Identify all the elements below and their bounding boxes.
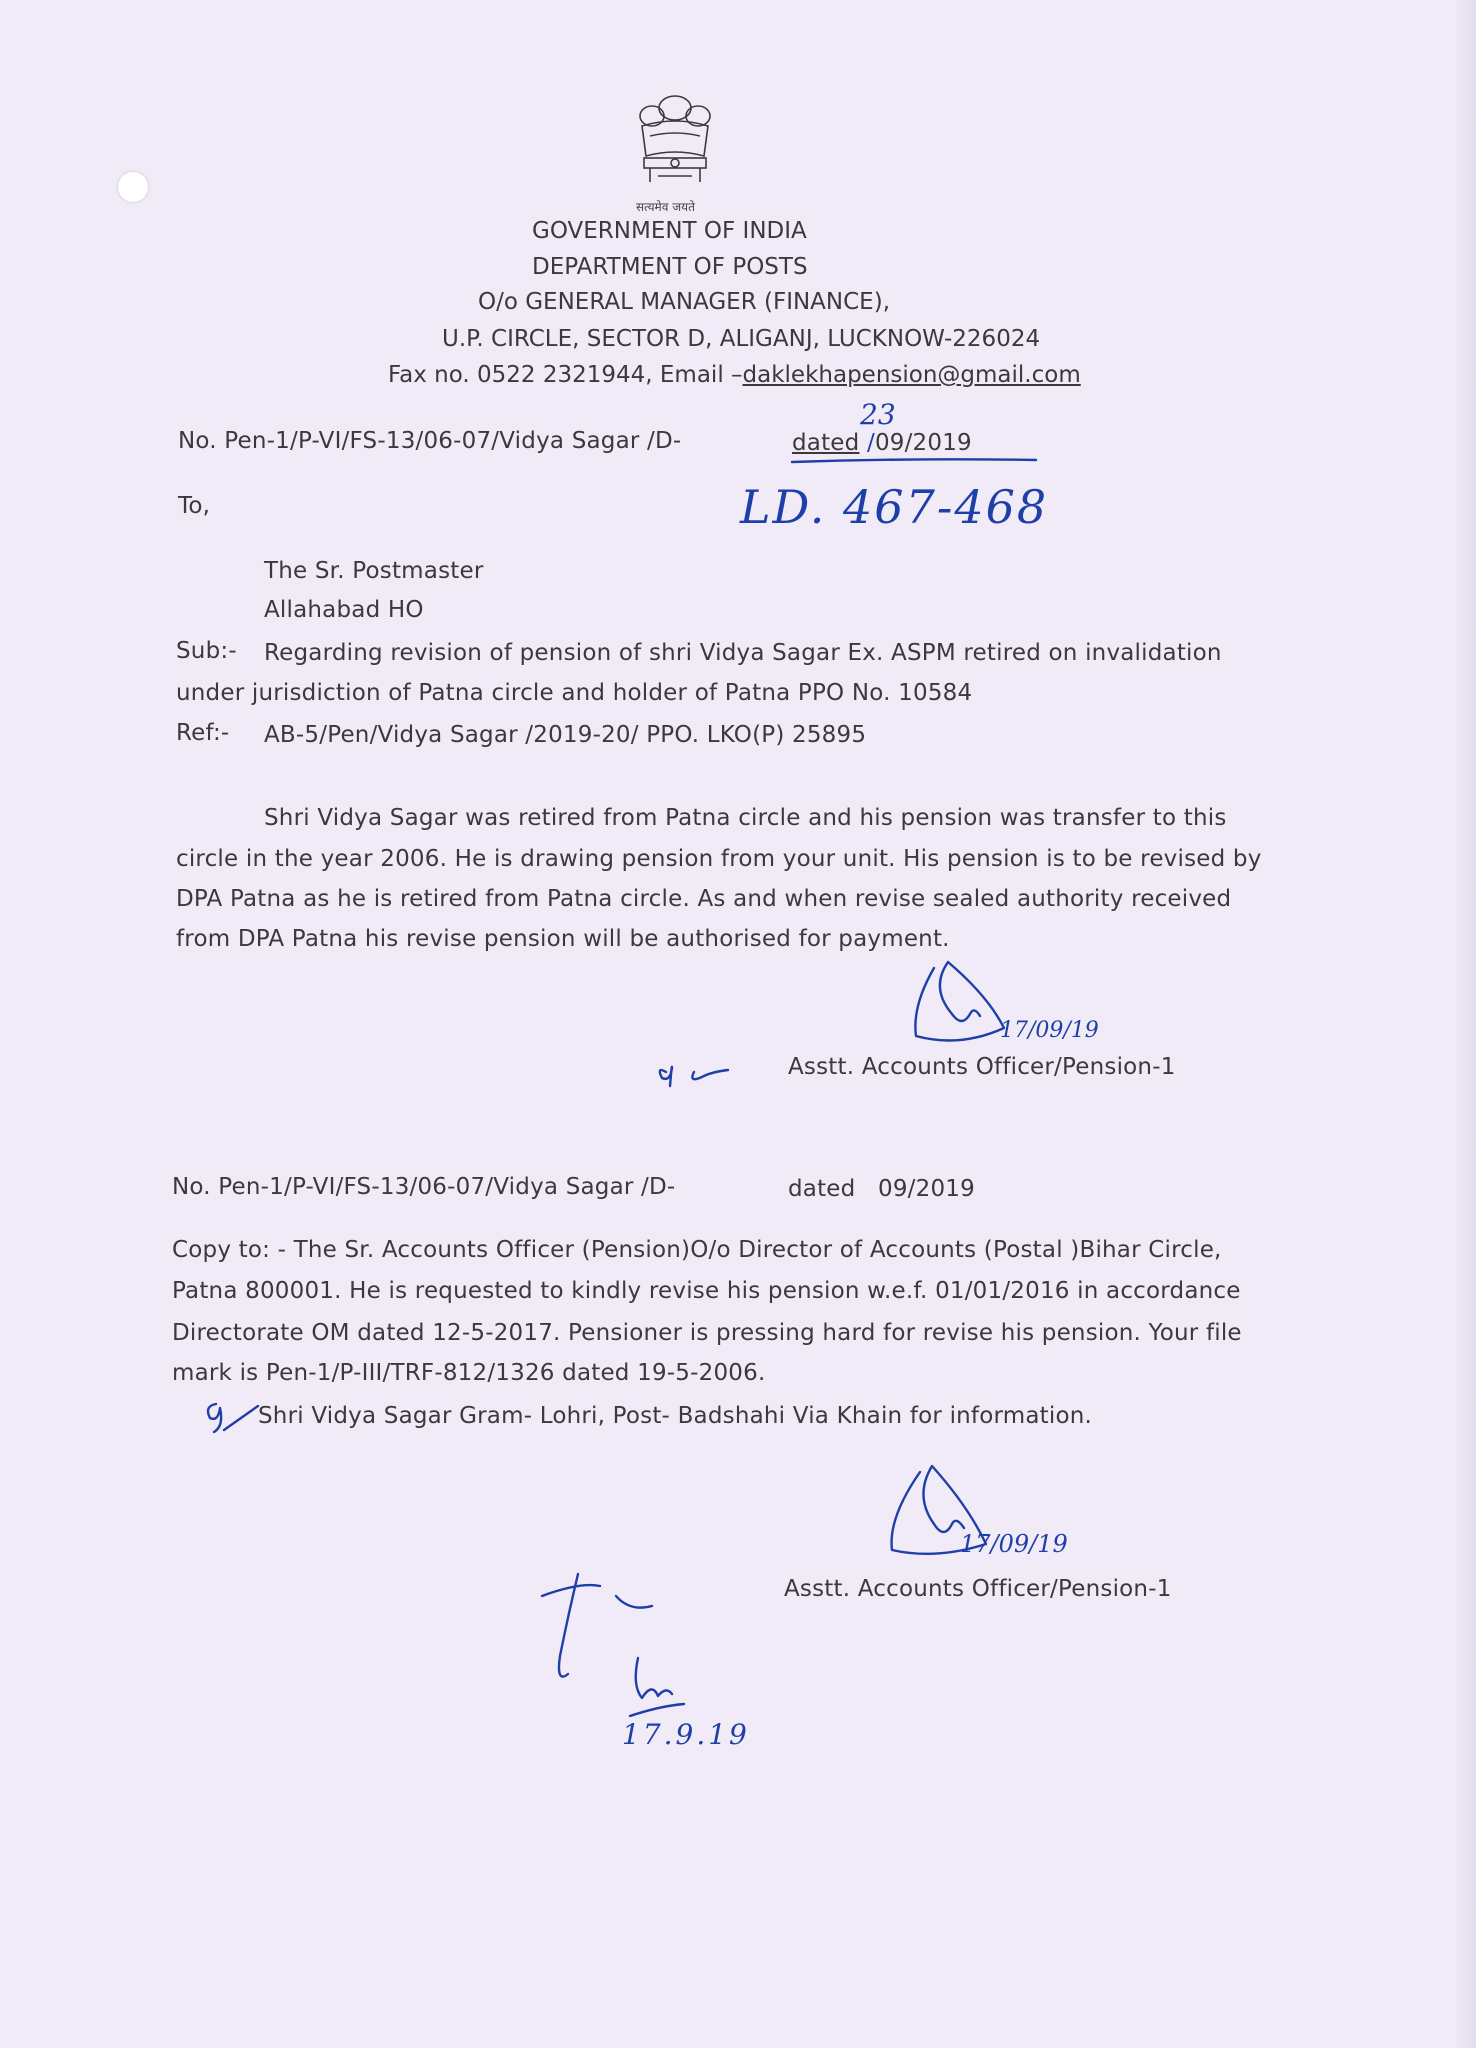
body-line-4: from DPA Patna his revise pension will be authorised for payment. [176,926,950,952]
header-address: U.P. CIRCLE, SECTOR D, ALIGANJ, LUCKNOW-226024 [442,326,1041,352]
subject-line-2: under jurisdiction of Patna circle and holder of Patna PPO No. 10584 [176,680,973,706]
handwritten-item-number [198,1396,262,1440]
copy-date [788,1176,975,1202]
ashoka-emblem-icon [620,86,730,196]
signatory-2: Asstt. Accounts Officer/Pension-1 [784,1576,1172,1602]
email-link[interactable]: daklekhapension@gmail.com [742,362,1081,388]
dated-label: dated [792,430,860,456]
to-label: To, [178,493,211,519]
body-line-3: DPA Patna as he is retired from Patna circle. As and when revise sealed authority received [176,886,1232,912]
addressee-line-2: Allahabad HO [264,597,424,623]
date-slash: / [866,430,875,456]
header-office: O/o GENERAL MANAGER (FINANCE), [478,289,891,315]
signature-2-date: 17/09/19 [960,1530,1068,1558]
date-value: 09/2019 [874,430,972,456]
copy-line-4: mark is Pen-1/P-III/TRF-812/1326 dated 19-5-2006. [172,1360,766,1386]
body-line-2: circle in the year 2006. He is drawing pension from your unit. His pension is to be revised by [176,846,1262,872]
header-department: DEPARTMENT OF POSTS [532,254,808,280]
letter-number: No. Pen-1/P-VI/FS-13/06-07/Vidya Sagar /D- [178,428,682,454]
punch-hole [118,172,148,202]
header-contact [388,362,1081,388]
copy-line-2: Patna 800001. He is requested to kindly revise his pension w.e.f. 01/01/2016 in accordance [172,1278,1241,1304]
handwritten-date-day: 23 [860,398,896,431]
signatory-1: Asstt. Accounts Officer/Pension-1 [788,1054,1176,1080]
copy-line-1: Copy to: - The Sr. Accounts Officer (Pension)O/o Director of Accounts (Postal )Bihar Circle, [172,1237,1222,1263]
addressee-line-1: The Sr. Postmaster [264,558,484,584]
reference-text: AB-5/Pen/Vidya Sagar /2019-20/ PPO. LKO(P) 25895 [264,722,867,748]
subject-line-1: Regarding revision of pension of shri Vidya Sagar Ex. ASPM retired on invalidation [264,640,1222,666]
initials-dc [648,1042,738,1092]
body-line-1: Shri Vidya Sagar was retired from Patna circle and his pension was transfer to this [264,805,1227,831]
letter-date [792,430,972,456]
subject-label: Sub:- [176,638,237,664]
copy-line-3: Directorate OM dated 12-5-2017. Pensioner is pressing hard for revise his pension. Your file [172,1320,1242,1346]
handwritten-bottom-date: 17.9.19 [622,1718,750,1751]
fax-text: Fax no. 0522 2321944, Email – [388,362,743,388]
date-underline-handwritten [790,454,1040,466]
copy-date-value: 09/2019 [878,1176,975,1202]
emblem-motto: सत्यमेव जयते [636,200,695,214]
page-edge-shadow [1454,0,1476,2048]
copy-dated-label: dated [788,1176,856,1202]
header-government: GOVERNMENT OF INDIA [532,218,807,244]
handwritten-dispatch-number: LD. 467-468 [740,480,1049,534]
signature-1-date: 17/09/19 [1000,1018,1099,1043]
copy-item-2: Shri Vidya Sagar Gram- Lohri, Post- Badshahi Via Khain for information. [258,1403,1093,1429]
reference-label: Ref:- [176,720,230,746]
copy-number: No. Pen-1/P-VI/FS-13/06-07/Vidya Sagar /D- [172,1174,676,1200]
